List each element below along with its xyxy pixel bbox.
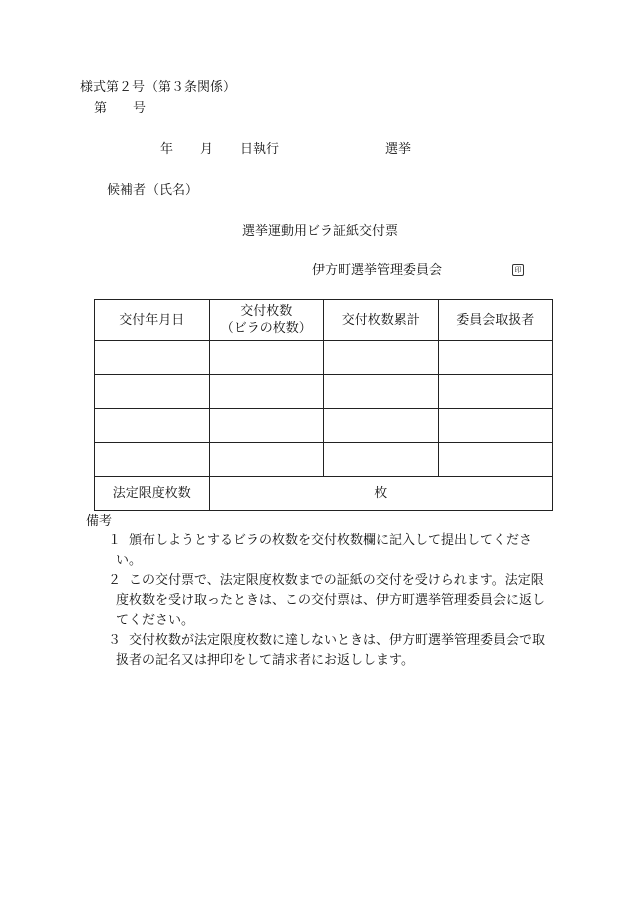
table-cell[interactable] <box>209 341 324 375</box>
legal-limit-row <box>95 477 553 511</box>
note-number: ３ <box>108 633 122 648</box>
document-title: 選挙運動用ビラ証紙交付票 <box>242 224 399 239</box>
notes-list <box>86 531 556 671</box>
table-cell[interactable] <box>95 341 210 375</box>
table-cell[interactable] <box>95 375 210 409</box>
table-cell[interactable] <box>438 409 553 443</box>
date-year-label: 年 <box>160 142 174 157</box>
table-cell[interactable] <box>438 443 553 477</box>
header-cumulative-count: 交付枚数累計 <box>324 300 439 341</box>
form-number: 様式第２号（第３条関係） <box>80 80 237 95</box>
legal-limit-unit: 枚 <box>209 477 553 511</box>
header-issue-count <box>209 300 324 341</box>
table-row <box>95 443 553 477</box>
note-number: １ <box>108 533 122 548</box>
table-cell[interactable] <box>209 375 324 409</box>
note-number: ２ <box>108 573 122 588</box>
table-cell[interactable] <box>324 409 439 443</box>
table-header-row <box>95 300 553 341</box>
table-cell[interactable] <box>324 341 439 375</box>
note-item <box>86 531 556 571</box>
header-issue-date: 交付年月日 <box>95 300 210 341</box>
note-text: この交付票で、法定限度枚数までの証紙の交付を受けられます。法定限度枚数を受け取ったときは、この交付票は、伊方町選挙管理委員会に返してください。 <box>116 573 546 628</box>
legal-limit-label: 法定限度枚数 <box>95 477 210 511</box>
header-committee-handler: 委員会取扱者 <box>438 300 553 341</box>
seal-mark: 印 <box>512 264 524 276</box>
table-cell[interactable] <box>324 443 439 477</box>
table-row <box>95 341 553 375</box>
date-day-label: 日執行 <box>240 142 280 157</box>
header-issue-count-line1: 交付枚数 <box>240 304 293 319</box>
table-cell[interactable] <box>438 341 553 375</box>
note-text: 交付枚数が法定限度枚数に達しないときは、伊方町選挙管理委員会で取扱者の記名又は押印をして請求者にお返しします。 <box>116 633 546 668</box>
table-cell[interactable] <box>95 409 210 443</box>
committee-name: 伊方町選挙管理委員会 <box>312 263 443 278</box>
notes-section <box>86 513 556 671</box>
number-line: 第 号 <box>94 101 147 116</box>
note-item <box>86 631 556 671</box>
table-cell[interactable] <box>324 375 439 409</box>
election-label: 選挙 <box>385 142 412 157</box>
table-row <box>95 409 553 443</box>
header-issue-count-line2: （ビラの枚数） <box>220 321 312 336</box>
table-cell[interactable] <box>438 375 553 409</box>
issuance-table <box>94 299 553 511</box>
note-item <box>86 571 556 631</box>
table-cell[interactable] <box>209 409 324 443</box>
candidate-label: 候補者（氏名） <box>107 183 199 198</box>
table-cell[interactable] <box>209 443 324 477</box>
notes-heading: 備考 <box>86 514 113 529</box>
table-cell[interactable] <box>95 443 210 477</box>
date-month-label: 月 <box>200 142 214 157</box>
note-text: 頒布しようとするビラの枚数を交付枚数欄に記入して提出してください。 <box>116 533 533 568</box>
table-row <box>95 375 553 409</box>
